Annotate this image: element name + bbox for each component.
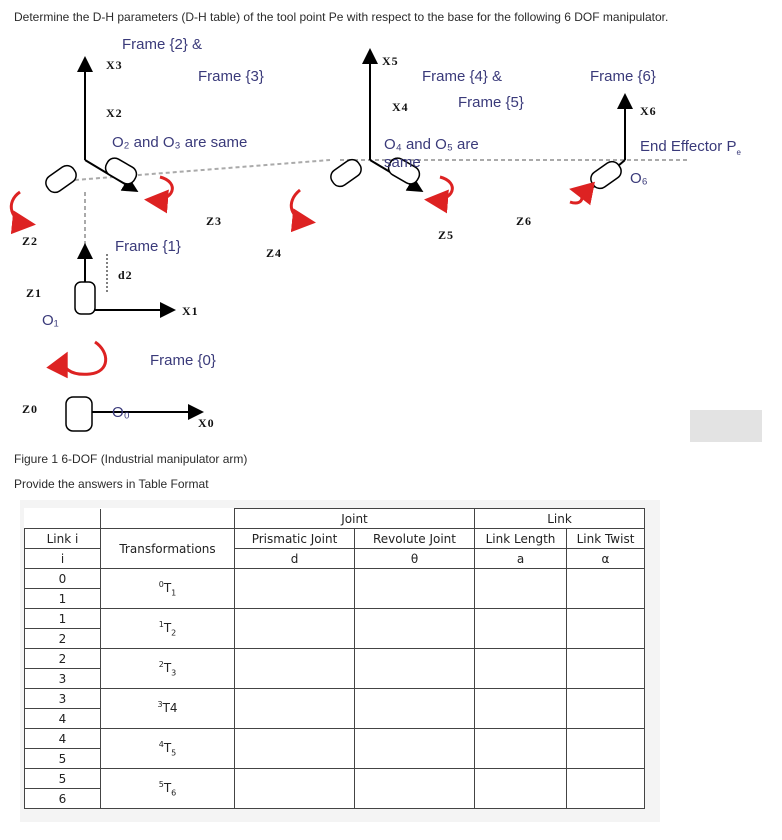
header-link-twist: Link Twist bbox=[567, 529, 645, 549]
cell-theta[interactable] bbox=[355, 689, 475, 729]
joint-cylinder-4 bbox=[328, 156, 365, 189]
table-row bbox=[25, 689, 645, 709]
transform-cell: $^1T_2$ bbox=[101, 609, 235, 649]
label-z2: Z2 bbox=[22, 234, 39, 248]
cell-alpha[interactable] bbox=[567, 609, 645, 649]
label-x6: X6 bbox=[640, 104, 657, 118]
cell-d[interactable] bbox=[235, 649, 355, 689]
cell-d[interactable] bbox=[235, 609, 355, 649]
rotation-arrow-z6 bbox=[570, 190, 582, 203]
cell-a[interactable] bbox=[475, 729, 567, 769]
cell-alpha[interactable] bbox=[567, 769, 645, 809]
transform-cell: $^2T_3$ bbox=[101, 649, 235, 689]
label-z6: Z6 bbox=[516, 214, 533, 228]
cell-theta[interactable] bbox=[355, 769, 475, 809]
label-frame0: Frame {0} bbox=[150, 352, 216, 369]
instruction-text: Provide the answers in Table Format bbox=[14, 477, 209, 491]
label-x3: X3 bbox=[106, 58, 123, 72]
table-row bbox=[25, 729, 645, 749]
label-o6: O₆ bbox=[630, 170, 648, 187]
header-revolute: Revolute Joint bbox=[355, 529, 475, 549]
joint-cylinder-1 bbox=[75, 282, 95, 314]
cell-alpha[interactable] bbox=[567, 689, 645, 729]
header-prismatic: Prismatic Joint bbox=[235, 529, 355, 549]
label-frame45a: Frame {4} & bbox=[422, 68, 503, 85]
row-to: 1 bbox=[25, 589, 101, 609]
cell-alpha[interactable] bbox=[567, 569, 645, 609]
label-frame45b: Frame {5} bbox=[458, 94, 524, 111]
label-x2: X2 bbox=[106, 106, 123, 120]
header-link: Link bbox=[475, 509, 645, 529]
label-d2: d2 bbox=[118, 268, 133, 282]
label-end-effector: End Effector $P_e$ bbox=[640, 138, 741, 157]
row-to: 3 bbox=[25, 669, 101, 689]
header-link-i: Link i bbox=[25, 529, 101, 549]
cell-d[interactable] bbox=[235, 569, 355, 609]
row-to: 2 bbox=[25, 629, 101, 649]
header-theta: θ bbox=[355, 549, 475, 569]
label-o1: O₁ bbox=[42, 312, 59, 329]
label-o0: O₀ bbox=[112, 404, 130, 421]
label-frame6: Frame {6} bbox=[590, 68, 656, 85]
cell-alpha[interactable] bbox=[567, 729, 645, 769]
rotation-arrow-z4 bbox=[291, 190, 310, 222]
label-z1: Z1 bbox=[26, 286, 43, 300]
label-z3: Z3 bbox=[206, 214, 223, 228]
rotation-arrow-z5 bbox=[430, 177, 452, 200]
cell-a[interactable] bbox=[475, 689, 567, 729]
cell-theta[interactable] bbox=[355, 569, 475, 609]
label-same: same bbox=[384, 154, 421, 171]
label-x5: X5 bbox=[382, 54, 399, 68]
joint-cylinder-3 bbox=[103, 155, 140, 187]
header-link-length: Link Length bbox=[475, 529, 567, 549]
label-frame3: Frame {3} bbox=[198, 68, 264, 85]
label-o2o3: O₂ and O₃ are same bbox=[112, 134, 248, 151]
cell-d[interactable] bbox=[235, 729, 355, 769]
figure-caption: Figure 1 6-DOF (Industrial manipulator arm) bbox=[14, 452, 248, 466]
row-from: 4 bbox=[25, 729, 101, 749]
label-x0: X0 bbox=[198, 416, 215, 430]
rotation-arrow-z3 bbox=[150, 177, 172, 200]
row-from: 3 bbox=[25, 689, 101, 709]
cell-theta[interactable] bbox=[355, 609, 475, 649]
question-text: Determine the D-H parameters (D-H table) of the tool point Pe with respect to the base for the following 6 DOF manipulator. bbox=[14, 10, 669, 24]
header-i: i bbox=[25, 549, 101, 569]
transform-cell: $^3$T4 bbox=[101, 689, 235, 729]
label-x4: X4 bbox=[392, 100, 409, 114]
gray-panel bbox=[690, 410, 762, 442]
cell-theta[interactable] bbox=[355, 729, 475, 769]
table-row bbox=[25, 569, 645, 589]
rotation-arrow-z1 bbox=[64, 342, 106, 374]
cell-a[interactable] bbox=[475, 649, 567, 689]
manipulator-figure bbox=[0, 32, 762, 444]
table-row bbox=[25, 649, 645, 669]
label-z5: Z5 bbox=[438, 228, 455, 242]
label-z4: Z4 bbox=[266, 246, 283, 260]
cell-theta[interactable] bbox=[355, 649, 475, 689]
label-z0: Z0 bbox=[22, 402, 39, 416]
header-d: d bbox=[235, 549, 355, 569]
header-joint: Joint bbox=[235, 509, 475, 529]
header-transformations: Transformations bbox=[101, 529, 235, 569]
table-row bbox=[25, 609, 645, 629]
row-to: 5 bbox=[25, 749, 101, 769]
transform-cell: $^4T_5$ bbox=[101, 729, 235, 769]
header-a: a bbox=[475, 549, 567, 569]
row-from: 1 bbox=[25, 609, 101, 629]
header-alpha: α bbox=[567, 549, 645, 569]
label-x1: X1 bbox=[182, 304, 199, 318]
cell-a[interactable] bbox=[475, 609, 567, 649]
cell-d[interactable] bbox=[235, 769, 355, 809]
transform-cell: $^5T_6$ bbox=[101, 769, 235, 809]
joint-cylinder-2 bbox=[43, 162, 80, 195]
joint-cylinder-0 bbox=[66, 397, 92, 431]
label-frame1: Frame {1} bbox=[115, 238, 181, 255]
cell-a[interactable] bbox=[475, 769, 567, 809]
row-from: 2 bbox=[25, 649, 101, 669]
label-frame23: Frame {2} & bbox=[122, 36, 203, 53]
rotation-arrow-z2 bbox=[11, 192, 30, 224]
cell-alpha[interactable] bbox=[567, 649, 645, 689]
row-to: 6 bbox=[25, 789, 101, 809]
cell-d[interactable] bbox=[235, 689, 355, 729]
row-from: 0 bbox=[25, 569, 101, 589]
cell-a[interactable] bbox=[475, 569, 567, 609]
label-o4o5: O₄ and O₅ are bbox=[384, 136, 479, 153]
row-to: 4 bbox=[25, 709, 101, 729]
dh-table bbox=[24, 508, 645, 809]
table-row bbox=[25, 769, 645, 789]
transform-cell: $^0T_1$ bbox=[101, 569, 235, 609]
row-from: 5 bbox=[25, 769, 101, 789]
